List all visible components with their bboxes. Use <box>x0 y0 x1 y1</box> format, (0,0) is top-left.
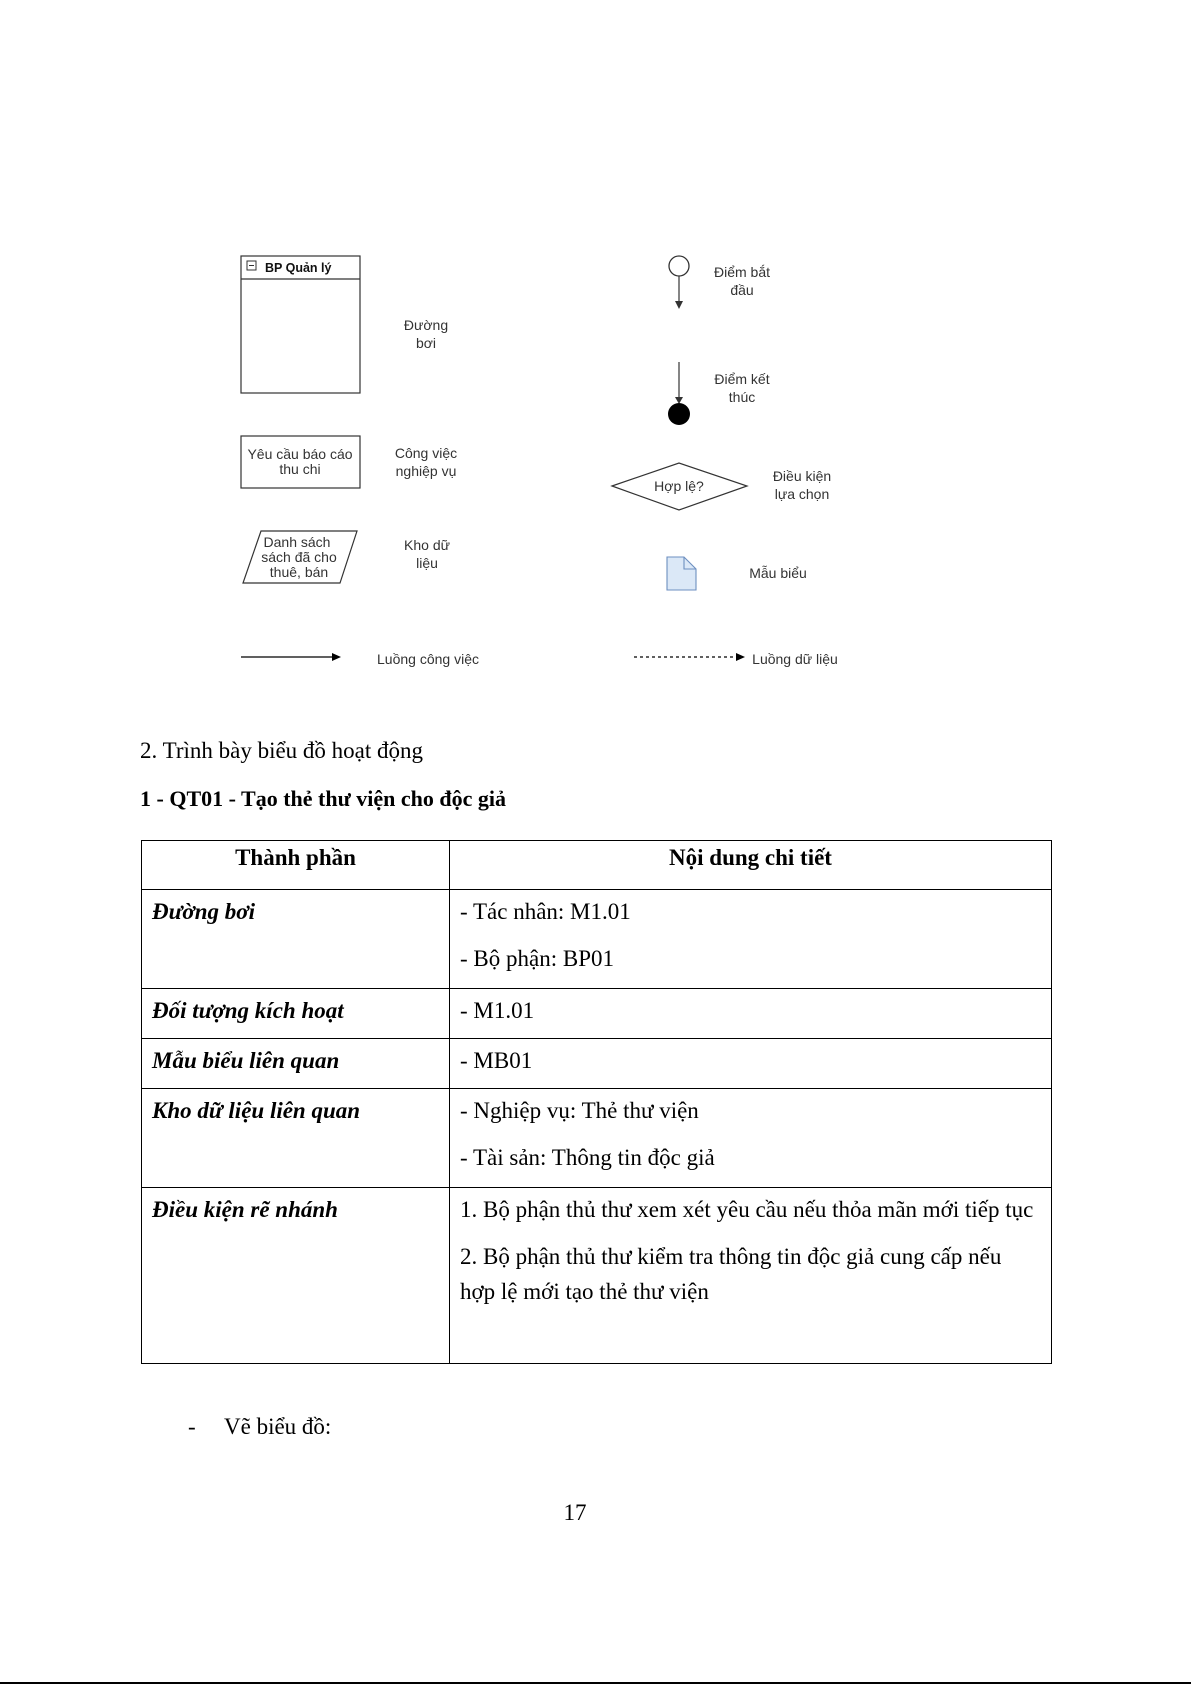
bullet-item <box>188 1414 331 1440</box>
section-title: 2. Trình bày biểu đồ hoạt động <box>140 738 424 763</box>
task-label-line2: nghiệp vụ <box>395 463 457 479</box>
table-header-row <box>142 841 1052 890</box>
end-label-line1: Điểm kết <box>714 371 770 387</box>
table-row <box>142 1039 1052 1089</box>
form-label: Mẫu biểu <box>749 565 807 581</box>
decision-symbol <box>612 463 747 510</box>
header-component: Thành phần <box>142 841 450 890</box>
row-details: - Nghiệp vụ: Thẻ thư viện - Tài sản: Thông tin độc giả <box>450 1089 1052 1188</box>
task-box-text-line2: thu chi <box>279 461 321 477</box>
notation-legend <box>0 0 1191 700</box>
swimlane-header: BP Quản lý <box>265 261 332 275</box>
table-row <box>142 890 1052 989</box>
end-point-symbol <box>668 362 690 425</box>
row-label: Đường bơi <box>142 890 450 989</box>
start-label-line2: đầu <box>730 282 754 298</box>
start-point-symbol <box>669 256 689 309</box>
end-label-line2: thúc <box>728 389 756 405</box>
page-number: 17 <box>563 1500 587 1525</box>
decision-label-line2: lựa chọn <box>774 486 830 502</box>
swimlane-symbol <box>241 256 360 393</box>
start-label-line1: Điểm bắt <box>713 264 771 280</box>
row-label: Điều kiện rẽ nhánh <box>142 1188 450 1364</box>
work-flow-arrow <box>241 653 341 661</box>
table-title: 1 - QT01 - Tạo thẻ thư viện cho độc giả <box>140 786 507 811</box>
data-flow-arrow <box>634 653 745 661</box>
row-label: Mẫu biểu liên quan <box>142 1039 450 1089</box>
datastore-label-line2: liệu <box>416 555 438 571</box>
task-box-text-line1: Yêu cầu báo cáo <box>247 446 353 462</box>
form-document-icon <box>667 557 696 590</box>
row-label: Đối tượng kích hoạt <box>142 989 450 1039</box>
task-symbol <box>241 436 360 488</box>
row-details: - Tác nhân: M1.01 - Bộ phận: BP01 <box>450 890 1052 989</box>
table-row <box>142 1188 1052 1364</box>
detail-table <box>141 840 1052 1364</box>
datastore-text-line2: sách đã cho <box>261 549 337 565</box>
work-flow-label: Luồng công việc <box>377 651 479 667</box>
row-details: - MB01 <box>450 1039 1052 1089</box>
swimlane-label-line1: Đường <box>403 317 449 333</box>
datastore-text-line3: thuê, bán <box>269 564 329 580</box>
row-label: Kho dữ liệu liên quan <box>142 1089 450 1188</box>
row-details: 1. Bộ phận thủ thư xem xét yêu cầu nếu thỏa mãn mới tiếp tục 2. Bộ phận thủ thư kiểm tra thông tin độc giả cung cấp nếu hợp lệ mới tạo thẻ thư viện <box>450 1188 1052 1364</box>
table-row <box>142 989 1052 1039</box>
swimlane-label-line2: bơi <box>415 335 437 351</box>
table-row <box>142 1089 1052 1188</box>
row-details: - M1.01 <box>450 989 1052 1039</box>
decision-label-line1: Điều kiện <box>772 468 832 484</box>
bullet-text: Vẽ biểu đồ: <box>224 1414 332 1439</box>
decision-text: Hợp lệ? <box>654 478 704 494</box>
bullet-dash: - <box>188 1414 196 1439</box>
datastore-text-line1: Danh sách <box>263 534 331 550</box>
collapse-icon <box>247 261 256 270</box>
datastore-symbol <box>243 531 357 583</box>
task-label-line1: Công việc <box>394 445 458 461</box>
header-details: Nội dung chi tiết <box>450 841 1052 890</box>
data-flow-label: Luồng dữ liệu <box>752 651 838 667</box>
bottom-rule <box>0 1682 1191 1684</box>
datastore-label-line1: Kho dữ <box>404 537 450 553</box>
